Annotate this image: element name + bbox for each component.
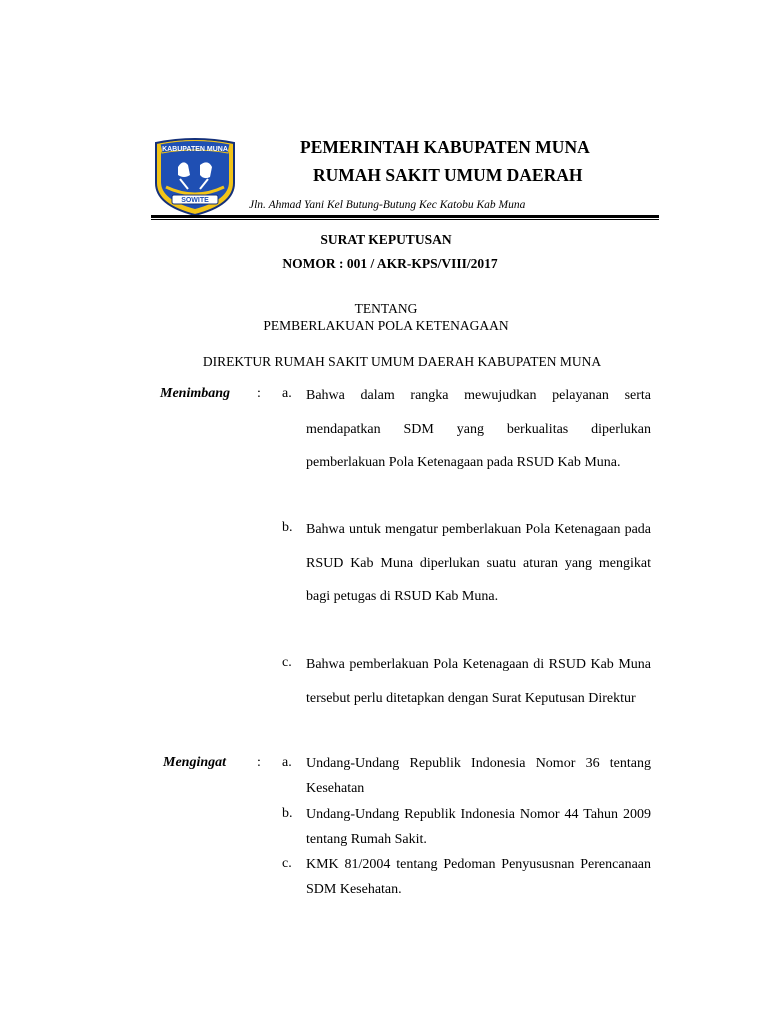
document-number: NOMOR : 001 / AKR-KPS/VIII/2017 [282,256,498,271]
mengingat-item-b: Undang-Undang Republik Indonesia Nomor 44 Tahun 2009 tentang Rumah Sakit. [306,807,651,847]
section-colon: : [257,386,261,401]
menimbang-item-c: Bahwa pemberlakuan Pola Ketenagaan di RSUD Kab Muna tersebut perlu ditetapkan dengan Surat Keputusan Direktur [306,657,651,706]
header-address: Jln. Ahmad Yani Kel Butung-Butung Kec Katobu Kab Muna [249,199,526,211]
mengingat-item-a: Undang-Undang Republik Indonesia Nomor 36 tentang Kesehatan [306,756,651,796]
item-letter: c. [282,856,292,871]
kabupaten-muna-emblem-icon [150,137,240,217]
item-letter: b. [282,520,293,535]
section-label-mengingat: Mengingat [163,755,227,770]
menimbang-item-a: Bahwa dalam rangka mewujudkan pelayanan serta mendapatkan SDM yang berkualitas diperlukan pemberlakuan Pola Ketenagaan pada RSUD Kab Muna. [306,388,651,470]
mengingat-item-c: KMK 81/2004 tentang Pedoman Penyususnan Perencanaan SDM Kesehatan. [306,857,651,897]
menimbang-item-b: Bahwa untuk mengatur pemberlakuan Pola Ketenagaan pada RSUD Kab Muna diperlukan suatu aturan yang mengikat bagi petugas di RSUD Kab Muna. [306,522,651,604]
section-colon: : [257,755,261,770]
issuer-line: DIREKTUR RUMAH SAKIT UMUM DAERAH KABUPATEN MUNA [202,354,602,369]
about-label: TENTANG [354,301,418,316]
document-subject: PEMBERLAKUAN POLA KETENAGAAN [263,318,509,333]
emblem-bottom-text: SOWITE [181,197,209,204]
section-label-menimbang: Menimbang [160,386,231,401]
letterhead-divider-thin [151,219,659,220]
item-letter: b. [282,806,293,821]
document-type: SURAT KEPUTUSAN [320,232,452,247]
item-letter: a. [282,386,292,401]
item-letter: a. [282,755,292,770]
header-hospital-title: RUMAH SAKIT UMUM DAERAH [313,165,583,185]
item-letter: c. [282,655,292,670]
emblem-top-text: KABUPATEN MUNA [162,146,228,153]
letterhead-divider [151,215,659,218]
header-government-title: PEMERINTAH KABUPATEN MUNA [300,137,590,157]
